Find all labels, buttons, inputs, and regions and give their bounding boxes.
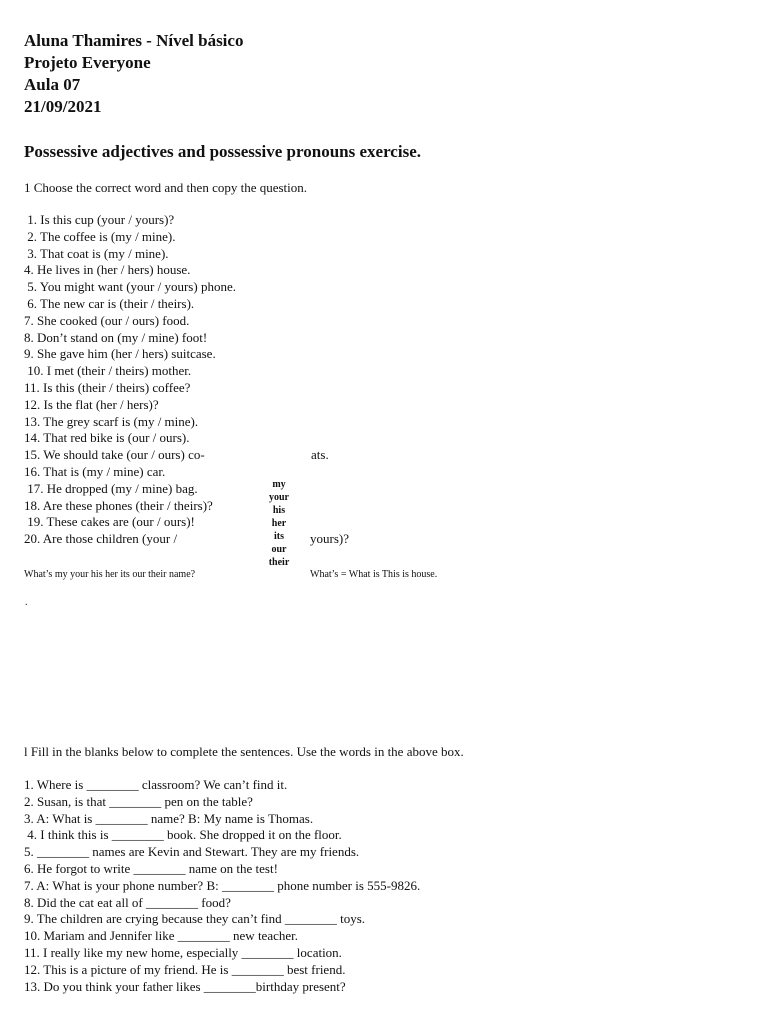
exercise2-item: 1. Where is ________ classroom? We can’t find it. xyxy=(24,777,288,792)
exercise1-list xyxy=(24,212,236,548)
word-box-item: our xyxy=(271,544,287,555)
exercise1-item: 10. I met (their / theirs) mother. xyxy=(24,363,192,379)
word-box-item: my xyxy=(272,479,286,490)
exercise1-item: 6. The new car is (their / theirs). xyxy=(24,295,195,311)
exercise2-instruction: l Fill in the blanks below to complete the sentences. Use the words in the above box. xyxy=(24,744,464,759)
exercise1-item: 13. The grey scarf is (my / mine). xyxy=(24,413,199,429)
word-box-item: his xyxy=(272,505,286,516)
word-box xyxy=(259,478,299,569)
word-box-item: their xyxy=(268,557,290,568)
exercise2-item: 12. This is a picture of my friend. He is ________ best friend. xyxy=(24,961,346,977)
exercise2-item: 6. He forgot to write ________ name on the test! xyxy=(24,860,278,876)
exercise1-item: 16. That is (my / mine) car. xyxy=(24,463,166,479)
exercise2-item: 4. I think this is ________ book. She dropped it on the floor. xyxy=(24,827,342,843)
exercise2-item: 7. A: What is your phone number? B: ________ phone number is 555-9826. xyxy=(24,877,421,893)
exercise1-item: 18. Are these phones (their / theirs)? xyxy=(24,497,213,513)
exercise1-item: 4. He lives in (her / hers) house. xyxy=(24,262,191,278)
page-title: Possessive adjectives and possessive pronouns exercise. xyxy=(24,142,421,161)
exercise2-item: 11. I really like my new home, especially ________ location. xyxy=(24,944,342,960)
exercise1-item: 3. That coat is (my / mine). xyxy=(24,245,169,261)
exercise2-item: 13. Do you think your father likes ________birthday present? xyxy=(24,978,346,994)
exercise1-item: 8. Don’t stand on (my / mine) foot! xyxy=(24,329,208,345)
header-date: 21/09/2021 xyxy=(24,97,102,116)
fragment-yours: yours)? xyxy=(310,531,349,546)
word-box-item: its xyxy=(274,531,284,542)
exercise1-item: 9. She gave him (her / hers) suitcase. xyxy=(24,346,216,362)
stray-dot: . xyxy=(25,597,28,608)
header-student: Aluna Thamires - Nível básico xyxy=(24,31,244,50)
word-box-item: your xyxy=(269,492,289,503)
exercise1-item: 7. She cooked (our / ours) food. xyxy=(24,312,190,328)
exercise1-item: 15. We should take (our / ours) co- xyxy=(24,447,205,463)
exercise1-item: 20. Are those children (your / xyxy=(24,531,178,547)
note-left: What’s my your his her its our their name? xyxy=(24,569,196,580)
exercise1-item: 1. Is this cup (your / yours)? xyxy=(24,212,175,227)
header-project: Projeto Everyone xyxy=(24,53,151,72)
header-lesson: Aula 07 xyxy=(24,75,81,94)
exercise1-item: 11. Is this (their / theirs) coffee? xyxy=(24,379,191,395)
exercise1-item: 19. These cakes are (our / ours)! xyxy=(24,514,195,530)
exercise2-item: 10. Mariam and Jennifer like ________ new teacher. xyxy=(24,928,298,944)
exercise2-item: 3. A: What is ________ name? B: My name is Thomas. xyxy=(24,810,314,826)
fragment-ats: ats. xyxy=(311,447,329,462)
exercise1-item: 2. The coffee is (my / mine). xyxy=(24,228,176,244)
exercise2-list xyxy=(24,777,420,995)
exercise2-item: 8. Did the cat eat all of ________ food? xyxy=(24,894,231,910)
exercise1-item: 14. That red bike is (our / ours). xyxy=(24,430,190,446)
exercise1-item: 17. He dropped (my / mine) bag. xyxy=(24,480,198,496)
exercise2-item: 9. The children are crying because they can’t find ________ toys. xyxy=(24,911,366,927)
exercise2-item: 5. ________ names are Kevin and Stewart. They are my friends. xyxy=(24,844,360,860)
exercise2-item: 2. Susan, is that ________ pen on the table? xyxy=(24,793,253,809)
exercise1-item: 12. Is the flat (her / hers)? xyxy=(24,396,159,412)
exercise1-instruction: 1 Choose the correct word and then copy the question. xyxy=(24,180,308,195)
word-box-item: her xyxy=(271,518,287,529)
note-right: What’s = What is This is house. xyxy=(310,569,438,580)
exercise1-item: 5. You might want (your / yours) phone. xyxy=(24,279,236,295)
